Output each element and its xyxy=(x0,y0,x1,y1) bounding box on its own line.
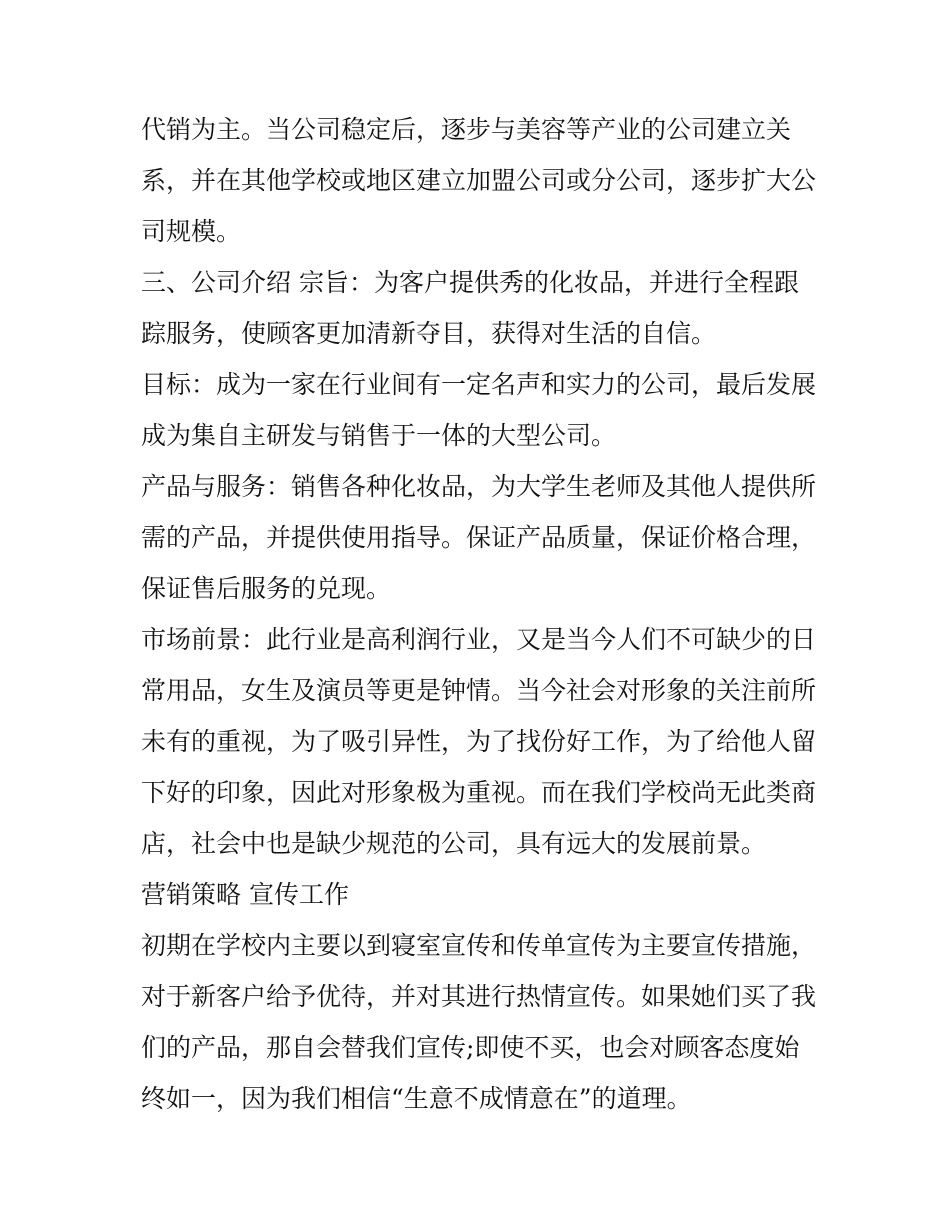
text-line: 踪服务，使顾客更加清新夺目，获得对生活的自信。 xyxy=(141,319,717,348)
text-line: 市场前景：此行业是高利润行业，又是当今人们不可缺少的日 xyxy=(141,625,817,654)
text-line: 保证售后服务的兑现。 xyxy=(141,574,392,603)
text-line: 们的产品，那自会替我们宣传;即使不买，也会对顾客态度始 xyxy=(141,1033,800,1062)
text-line: 店，社会中也是缺少规范的公司，具有远大的发展前景。 xyxy=(141,829,767,858)
text-line: 三、公司介绍 宗旨：为客户提供秀的化妆品，并进行全程跟 xyxy=(141,268,799,297)
text-line: 系，并在其他学校或地区建立加盟公司或分公司，逐步扩大公 xyxy=(141,166,817,195)
body-text xyxy=(141,104,821,1124)
text-line: 产品与服务：销售各种化妆品，为大学生老师及其他人提供所 xyxy=(141,472,817,501)
text-line: 司规模。 xyxy=(141,217,242,246)
text-line: 下好的印象，因此对形象极为重视。而在我们学校尚无此类商 xyxy=(141,778,817,807)
text-line: 需的产品，并提供使用指导。保证产品质量，保证价格合理， xyxy=(141,523,817,552)
text-line: 常用品，女生及演员等更是钟情。当今社会对形象的关注前所 xyxy=(141,676,817,705)
text-line: 未有的重视，为了吸引异性，为了找份好工作，为了给他人留 xyxy=(141,727,817,756)
text-line: 成为集自主研发与销售于一体的大型公司。 xyxy=(141,421,617,450)
text-line: 初期在学校内主要以到寝室宣传和传单宣传为主要宣传措施， xyxy=(141,931,817,960)
text-line: 目标：成为一家在行业间有一定名声和实力的公司，最后发展 xyxy=(141,370,817,399)
text-line: 营销策略 宣传工作 xyxy=(141,880,349,909)
text-line: 代销为主。当公司稳定后，逐步与美容等产业的公司建立关 xyxy=(141,115,792,144)
text-line: 终如一，因为我们相信“生意不成情意在”的道理。 xyxy=(141,1084,692,1113)
text-line: 对于新客户给予优待，并对其进行热情宣传。如果她们买了我 xyxy=(141,982,817,1011)
